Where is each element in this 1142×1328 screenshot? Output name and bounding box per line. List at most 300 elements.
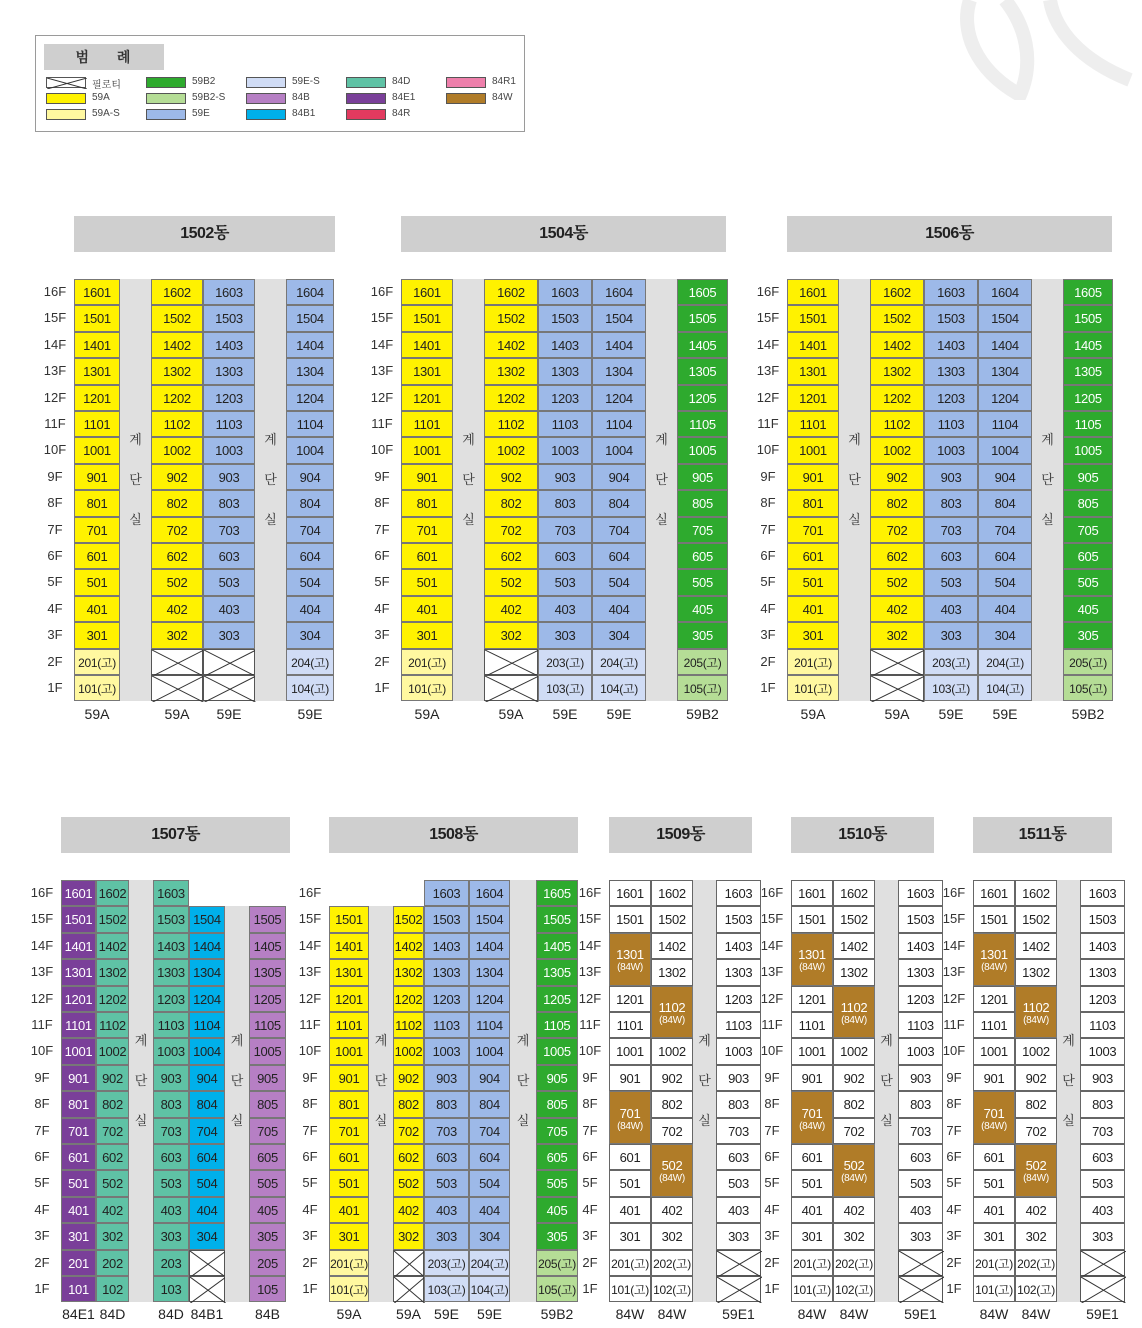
floor-label: 4F [764,1201,780,1217]
unit-cell: 1003 [153,1038,189,1064]
stairwell-label: 실 [462,512,475,528]
floor-label: 10F [43,442,67,458]
column-unit-type: 84W [839,1306,869,1322]
legend-label: 필로티 [92,80,121,91]
unit-type-note: (84W) [617,962,643,974]
unit-cell [791,933,833,986]
unit-cell: 1205 [1063,385,1113,411]
floor-label: 12F [760,990,784,1006]
piloti-cell [151,675,203,701]
unit-cell: 205 [249,1250,286,1276]
unit-cell: 101(고) [791,1276,833,1302]
unit-cell: 1505 [249,906,286,932]
piloti-cell [203,675,255,701]
unit-cell: 201(고) [973,1250,1015,1276]
floor-label: 15F [578,911,602,927]
unit-cell: 402 [870,596,924,622]
piloti-cross-icon [204,650,256,676]
unit-cell: 901 [791,1065,833,1091]
legend-label: 84E1 [392,92,416,103]
unit-cell: 601 [61,1144,96,1170]
floor-label: 11F [761,1017,783,1032]
unit-cell: 403 [538,596,592,622]
unit-cell: 104(고) [469,1276,510,1302]
unit-cell: 703 [898,1118,943,1144]
unit-cell: 804 [286,490,334,516]
unit-cell: 505 [677,569,728,595]
unit-cell: 802 [651,1091,693,1117]
floor-label: 13F [43,363,67,379]
unit-cell: 1105 [677,411,728,437]
unit-cell: 1402 [1015,933,1057,959]
unit-type-note: (84W) [981,1120,1007,1132]
unit-cell: 602 [870,543,924,569]
unit-cell: 102(고) [1015,1276,1057,1302]
unit-cell: 905 [677,464,728,490]
unit-cell: 802 [870,490,924,516]
floor-label: 4F [760,600,776,616]
unit-cell: 802 [151,490,203,516]
unit-cell: 301 [609,1223,651,1249]
unit-cell: 1205 [536,986,578,1012]
stairwell-label: 단 [134,1073,148,1089]
legend-label: 59B2-S [192,92,226,103]
unit-number: 1102 [1022,999,1050,1015]
unit-cell: 1505 [677,305,728,331]
unit-cell: 1202 [484,385,538,411]
unit-cell: 302 [484,622,538,648]
unit-cell: 401 [609,1197,651,1223]
unit-cell: 1501 [787,305,839,331]
unit-cell: 305 [1063,622,1113,648]
floor-label: 13F [370,363,394,379]
stairwell-label: 실 [129,512,142,528]
unit-number: 701 [619,1105,641,1121]
unit-cell: 1403 [898,933,943,959]
unit-cell: 1405 [1063,332,1113,358]
column-unit-type: 59E [216,706,242,722]
piloti-cross-icon [485,676,539,702]
floor-label: 9F [760,468,776,484]
floor-label: 3F [946,1228,962,1244]
floor-label: 9F [34,1069,50,1085]
unit-cell: 702 [1015,1118,1057,1144]
unit-cell: 601 [74,543,120,569]
unit-cell: 1103 [153,1012,189,1038]
unit-cell: 304 [469,1223,510,1249]
unit-cell: 1605 [677,279,728,305]
unit-cell: 805 [677,490,728,516]
unit-cell: 404 [592,596,646,622]
unit-cell: 1104 [189,1012,225,1038]
unit-cell: 1303 [898,959,943,985]
unit-cell: 1401 [787,332,839,358]
floor-label: 15F [298,911,322,927]
unit-cell: 901 [609,1065,651,1091]
unit-cell: 604 [592,543,646,569]
unit-cell: 1303 [1080,959,1125,985]
unit-cell: 1105 [249,1012,286,1038]
floor-label: 7F [374,521,390,537]
floor-label: 13F [756,363,780,379]
unit-cell: 1305 [1063,358,1113,384]
floor-label: 9F [764,1069,780,1085]
unit-cell: 1501 [791,906,833,932]
unit-cell: 602 [484,543,538,569]
unit-cell: 105 [249,1276,286,1302]
unit-cell: 501 [791,1170,833,1196]
unit-cell: 401 [401,596,453,622]
unit-cell: 1604 [469,880,510,906]
unit-type-note: (84W) [841,1173,867,1185]
unit-cell: 701 [401,517,453,543]
unit-cell: 1201 [61,986,96,1012]
unit-cell: 604 [469,1144,510,1170]
unit-cell: 1503 [424,906,469,932]
floor-label: 7F [302,1122,318,1138]
unit-cell: 603 [153,1144,189,1170]
unit-cell: 1303 [203,358,255,384]
unit-cell: 1602 [833,880,875,906]
floor-label: 14F [298,937,322,953]
unit-cell: 1404 [286,332,334,358]
piloti-cell [393,1276,424,1302]
building-title-1508동: 1508동 [329,817,578,853]
unit-cell: 104(고) [286,675,334,701]
unit-cell: 903 [716,1065,761,1091]
unit-cell: 302 [96,1223,129,1249]
legend-label: 84B [292,92,310,103]
unit-cell: 1302 [833,959,875,985]
building-title-1509동: 1509동 [609,817,752,853]
unit-cell: 503 [1080,1170,1125,1196]
unit-cell [651,1144,693,1197]
unit-cell: 705 [1063,517,1113,543]
unit-cell [833,986,875,1039]
unit-cell: 301 [787,622,839,648]
floor-label: 12F [756,389,780,405]
legend-label: 59E [192,108,210,119]
floor-label: 1F [34,1281,50,1296]
unit-cell: 501 [609,1170,651,1196]
floor-label: 16F [942,885,966,900]
unit-cell: 801 [787,490,839,516]
unit-cell: 1402 [96,933,129,959]
unit-cell: 302 [870,622,924,648]
unit-cell: 303 [1080,1223,1125,1249]
unit-cell: 1102 [96,1012,129,1038]
unit-cell: 702 [484,517,538,543]
unit-cell: 1303 [424,959,469,985]
unit-number: 1301 [798,947,826,963]
unit-cell: 205(고) [677,649,728,675]
unit-cell: 1104 [469,1012,510,1038]
floor-label: 15F [43,310,67,326]
unit-cell: 1601 [973,880,1015,906]
unit-cell: 104(고) [978,675,1032,701]
unit-type-note: (84W) [799,1120,825,1132]
unit-cell: 101(고) [74,675,120,701]
floor-label: 5F [302,1175,318,1191]
unit-cell [609,1091,651,1144]
unit-cell: 1401 [401,332,453,358]
column-unit-type: 84B1 [190,1306,224,1322]
unit-cell: 903 [924,464,978,490]
stairwell [510,880,536,1302]
unit-cell: 802 [1015,1091,1057,1117]
column-unit-type: 59A [396,1306,421,1322]
unit-cell: 1202 [96,986,129,1012]
column-unit-type: 84W [797,1306,827,1322]
unit-type-note: (84W) [659,1173,685,1185]
floor-label: 14F [760,937,784,953]
legend-title: 범 례 [44,44,164,70]
piloti-cell [484,675,538,701]
building-title-1506동: 1506동 [787,216,1112,252]
unit-cell: 1201 [791,986,833,1012]
unit-cell: 805 [1063,490,1113,516]
unit-cell: 401 [61,1197,96,1223]
column-unit-type: 59B2 [1071,706,1105,722]
unit-cell: 303 [424,1223,469,1249]
unit-cell: 802 [96,1091,129,1117]
unit-cell: 1305 [677,358,728,384]
unit-cell: 1602 [96,880,129,906]
stairwell-label: 실 [516,1113,530,1129]
unit-cell: 504 [592,569,646,595]
unit-cell: 604 [189,1144,225,1170]
unit-type-note: (84W) [1023,1014,1049,1026]
unit-cell: 1303 [924,358,978,384]
unit-cell: 201(고) [401,649,453,675]
piloti-cell [1080,1250,1125,1276]
unit-cell: 1403 [203,332,255,358]
stairwell-label: 단 [1041,472,1054,488]
unit-cell: 1201 [787,385,839,411]
unit-cell: 1301 [61,959,96,985]
floor-label: 4F [374,600,390,616]
floor-label: 2F [47,653,63,669]
column-unit-type: 59E [938,706,964,722]
unit-type-note: (84W) [981,962,1007,974]
unit-cell: 303 [203,622,255,648]
unit-cell: 704 [592,517,646,543]
stairwell-label: 계 [516,1033,530,1049]
column-unit-type: 84W [1021,1306,1051,1322]
column-unit-type: 59B2 [686,706,719,722]
stairwell-label: 단 [698,1073,711,1089]
unit-cell: 601 [791,1144,833,1170]
unit-cell: 401 [973,1197,1015,1223]
building-title-1507동: 1507동 [61,817,290,853]
stairwell-label: 실 [134,1113,148,1129]
unit-cell: 902 [833,1065,875,1091]
unit-cell: 803 [538,490,592,516]
stairwell-label: 계 [462,432,475,448]
unit-cell: 1005 [249,1038,286,1064]
floor-label: 11F [44,416,66,431]
unit-cell: 1101 [609,1012,651,1038]
unit-cell: 1003 [538,437,592,463]
unit-cell: 302 [151,622,203,648]
unit-cell [833,1144,875,1197]
unit-cell: 1503 [203,305,255,331]
floor-label: 10F [760,1043,784,1059]
floor-label: 13F [30,964,54,980]
unit-cell: 1603 [153,880,189,906]
floor-label: 14F [43,336,67,352]
unit-cell: 701 [61,1118,96,1144]
unit-cell: 1601 [609,880,651,906]
unit-cell: 304 [286,622,334,648]
unit-cell: 801 [401,490,453,516]
unit-cell: 1502 [833,906,875,932]
column-unit-type: 59E [552,706,578,722]
column-unit-type: 59E1 [904,1306,937,1322]
column-unit-type: 59A [164,706,190,722]
unit-cell: 501 [401,569,453,595]
unit-cell: 803 [424,1091,469,1117]
unit-number: 1102 [840,999,868,1015]
floor-label: 14F [942,937,966,953]
unit-cell: 903 [203,464,255,490]
floor-label: 11F [757,416,779,431]
floor-label: 5F [582,1175,598,1191]
unit-cell: 505 [249,1170,286,1196]
unit-cell: 101 [61,1276,96,1302]
stairwell [129,880,153,1302]
unit-cell: 1604 [286,279,334,305]
unit-cell: 101(고) [609,1276,651,1302]
floor-label: 15F [370,310,394,326]
floor-label: 11F [371,416,393,431]
unit-cell: 1504 [469,906,510,932]
floor-label: 10F [578,1043,602,1059]
floor-label: 6F [764,1149,780,1164]
unit-cell: 703 [538,517,592,543]
unit-cell: 803 [1080,1091,1125,1117]
legend-swatch [246,109,286,120]
unit-cell: 103(고) [924,675,978,701]
unit-cell: 1102 [870,411,924,437]
unit-cell: 1003 [924,437,978,463]
unit-cell: 105(고) [1063,675,1113,701]
unit-cell: 301 [401,622,453,648]
stairwell [453,279,484,701]
floor-label: 8F [34,1096,50,1112]
unit-cell: 803 [898,1091,943,1117]
unit-cell: 105(고) [536,1276,578,1302]
unit-cell: 1105 [536,1012,578,1038]
column-unit-type: 59B2 [540,1306,574,1322]
unit-cell: 702 [151,517,203,543]
unit-cell: 1202 [870,385,924,411]
unit-cell: 705 [536,1118,578,1144]
unit-cell: 305 [536,1223,578,1249]
unit-cell: 503 [716,1170,761,1196]
unit-cell: 1102 [393,1012,424,1038]
unit-cell: 501 [973,1170,1015,1196]
unit-cell: 503 [538,569,592,595]
unit-cell: 801 [74,490,120,516]
unit-cell: 1503 [898,906,943,932]
unit-cell: 1205 [249,986,286,1012]
stairwell-label: 단 [230,1073,244,1089]
floor-label: 3F [764,1228,780,1244]
unit-cell: 1501 [609,906,651,932]
unit-cell: 1001 [791,1038,833,1064]
floor-label: 8F [764,1096,780,1112]
unit-cell: 603 [898,1144,943,1170]
unit-cell: 701 [787,517,839,543]
unit-cell: 603 [716,1144,761,1170]
floor-label: 9F [302,1069,318,1085]
unit-cell: 1602 [484,279,538,305]
unit-cell: 1404 [978,332,1032,358]
legend-label: 84W [492,92,513,103]
floor-label: 11F [579,1017,601,1032]
unit-cell: 303 [924,622,978,648]
unit-cell: 704 [286,517,334,543]
legend-swatch [346,77,386,88]
floor-label: 11F [31,1017,53,1032]
stairwell [225,906,249,1302]
unit-number: 701 [983,1105,1005,1121]
unit-cell: 1002 [833,1038,875,1064]
floor-label: 4F [34,1201,50,1217]
floor-label: 6F [302,1149,318,1164]
unit-cell: 605 [677,543,728,569]
piloti-cross-icon [47,78,87,89]
piloti-cross-icon [871,676,925,702]
unit-cell: 1001 [61,1038,96,1064]
floor-label: 11F [299,1017,321,1032]
unit-cell: 1403 [716,933,761,959]
column-unit-type: 59E [434,1306,459,1322]
floor-label: 7F [47,521,63,537]
floor-label: 13F [760,964,784,980]
floor-label: 6F [34,1149,50,1164]
floor-label: 6F [47,548,63,563]
legend-swatch [46,93,86,104]
unit-cell: 201(고) [791,1250,833,1276]
unit-cell: 703 [924,517,978,543]
unit-cell: 1601 [401,279,453,305]
unit-cell: 501 [74,569,120,595]
unit-cell: 1005 [677,437,728,463]
unit-cell: 202(고) [651,1250,693,1276]
unit-cell: 705 [677,517,728,543]
unit-cell: 302 [651,1223,693,1249]
floor-label: 6F [582,1149,598,1164]
unit-cell: 103(고) [538,675,592,701]
floor-label: 5F [764,1175,780,1191]
piloti-cell [203,649,255,675]
floor-label: 13F [578,964,602,980]
floor-label: 15F [760,911,784,927]
unit-cell: 1203 [898,986,943,1012]
stairwell-label: 계 [655,432,668,448]
unit-cell: 1104 [978,411,1032,437]
unit-cell: 902 [1015,1065,1057,1091]
unit-cell: 603 [538,543,592,569]
unit-cell: 804 [469,1091,510,1117]
unit-cell: 1603 [1080,880,1125,906]
unit-cell: 1603 [424,880,469,906]
unit-cell: 1305 [249,959,286,985]
unit-cell: 1302 [1015,959,1057,985]
unit-cell: 102(고) [651,1276,693,1302]
